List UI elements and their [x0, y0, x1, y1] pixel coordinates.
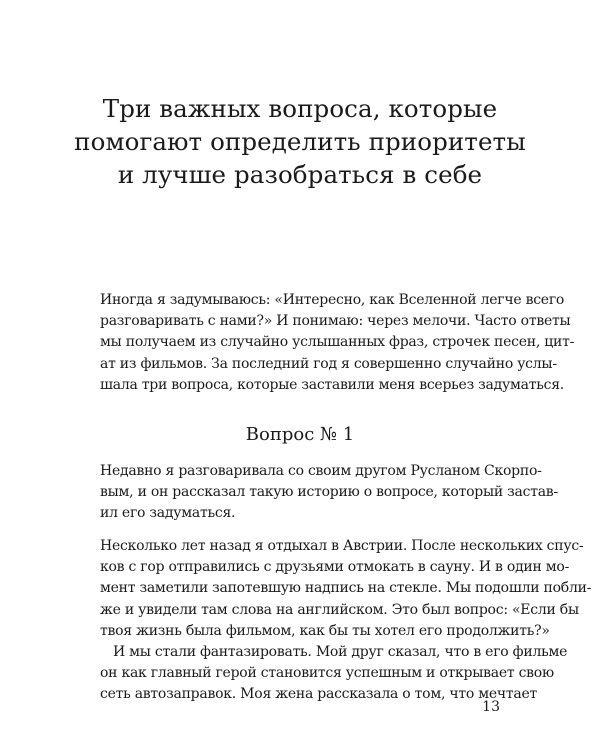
section-heading: Вопрос № 1	[245, 424, 355, 445]
intro-paragraph	[100, 290, 575, 396]
text-line: шала три вопроса, которые заставили меня всерьез задуматься.	[100, 376, 564, 393]
text-line: твоя жизнь была фильмом, как бы ты хотел его продолжить?»	[100, 622, 550, 639]
text-line: он как главный герой становится успешным и открывает свою	[100, 665, 554, 682]
text-line: Недавно я разговаривала со своим другом Русланом Скорпо-	[100, 463, 542, 479]
chapter-title-line: помогают определить приоритеты	[74, 127, 526, 156]
text-line: Иногда я задумываюсь: «Интересно, как Вселенной легче всего	[100, 292, 565, 308]
text-line: мент заметили запотевшую надпись на стекле. Мы подошли побли-	[100, 580, 592, 597]
text-line: Несколько лет назад я отдыхал в Австрии. После нескольких спус-	[100, 538, 584, 554]
chapter-title	[60, 92, 540, 191]
text-line: вым, и он рассказал такую историю о вопросе, который застав-	[100, 484, 558, 501]
text-line: разговаривать с нами?» И понимаю: через мелочи. Часто ответы	[100, 313, 571, 330]
text-line: сеть автозаправок. Моя жена рассказала о том, что мечтает	[100, 686, 538, 703]
text-line: же и увидели там слова на английском. Это был вопрос: «Если бы	[100, 601, 579, 618]
text-line: мы получаем из случайно услышанных фраз, строчек песен, цит-	[100, 334, 575, 351]
chapter-title-line: Три важных вопроса, которые	[102, 94, 498, 123]
page-number: 13	[482, 699, 500, 715]
chapter-title-line: и лучше разобраться в себе	[117, 160, 483, 189]
text-line: ат из фильмов. За последний год я совершенно случайно услы-	[100, 355, 557, 372]
text-line: ил его задуматься.	[100, 505, 236, 522]
paragraph-1	[100, 461, 558, 525]
paragraph-2-and-3	[100, 536, 592, 706]
text-line: ков с гор отправились с друзьями отмокать в сауну. И в один мо-	[100, 559, 570, 576]
text-line: И мы стали фантазировать. Мой друг сказал, что в его фильме	[113, 644, 568, 661]
